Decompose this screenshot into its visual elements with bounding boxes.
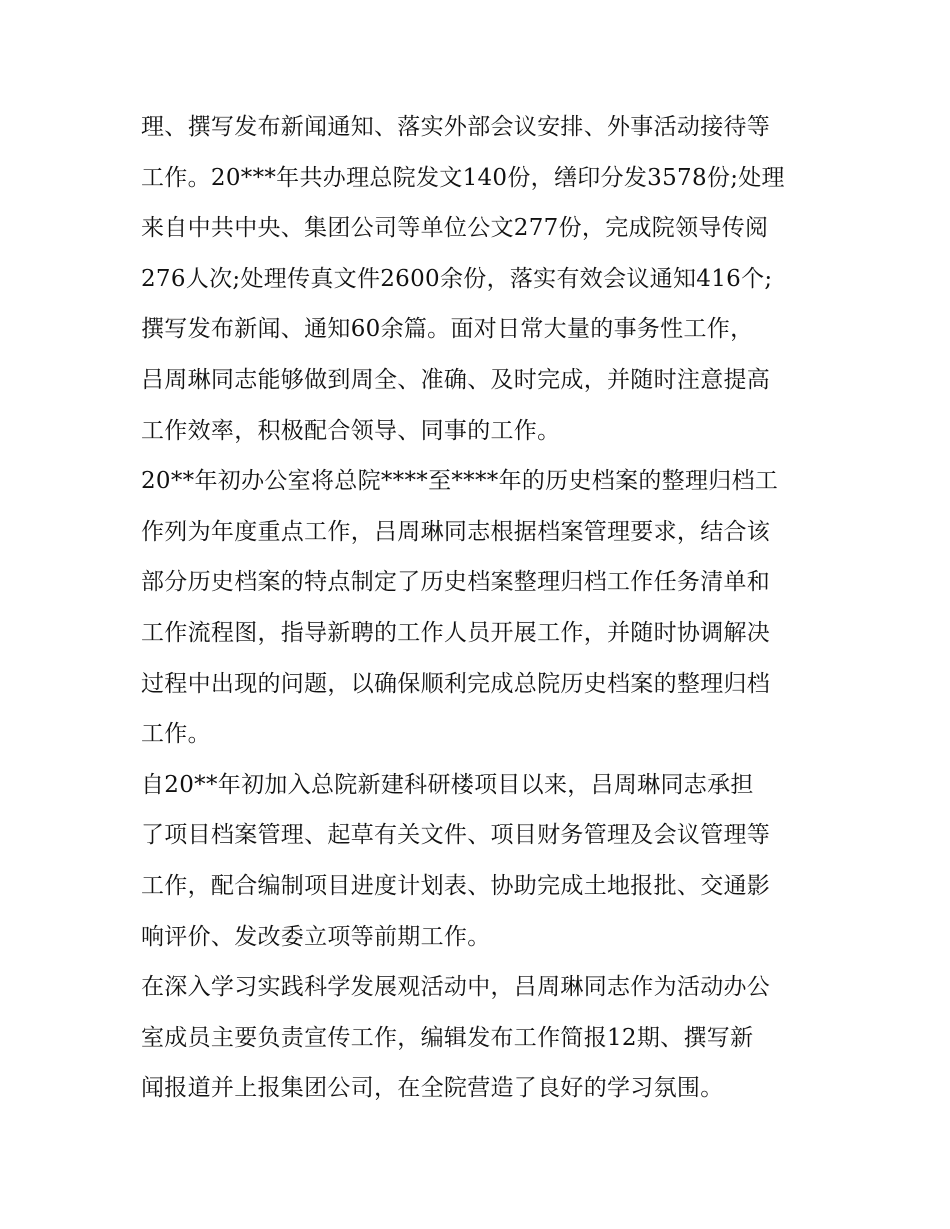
paragraph-study-activity xyxy=(141,962,816,1114)
text-line: 工作。 xyxy=(141,721,211,748)
text-line: 276人次;处理传真文件2600余份，落实有效会议通知416个; xyxy=(141,265,773,292)
text-line: 过程中出现的问题，以确保顺利完成总院历史档案的整理归档 xyxy=(141,670,771,697)
paragraph-archive-work xyxy=(141,456,816,760)
paragraph-office-work xyxy=(141,102,816,456)
text-line: 工作，配合编制项目进度计划表、协助完成土地报批、交通影 xyxy=(141,872,771,899)
text-line: 在深入学习实践科学发展观活动中，吕周琳同志作为活动办公 xyxy=(141,974,771,1001)
paragraph-research-building-project xyxy=(141,760,816,962)
text-line: 来自中共中央、集团公司等单位公文277份，完成院领导传阅 xyxy=(141,215,769,242)
text-line: 自20**年初加入总院新建科研楼项目以来，吕周琳同志承担 xyxy=(141,771,754,798)
text-line: 室成员主要负责宣传工作，编辑发布工作简报12期、撰写新 xyxy=(141,1024,754,1051)
text-line: 吕周琳同志能够做到周全、准确、及时完成，并随时注意提高 xyxy=(141,366,771,393)
text-line: 理、撰写发布新闻通知、落实外部会议安排、外事活动接待等 xyxy=(141,114,771,140)
text-line: 撰写发布新闻、通知60余篇。面对日常大量的事务性工作， xyxy=(141,316,754,343)
text-line: 工作效率，积极配合领导、同事的工作。 xyxy=(141,417,561,444)
text-line: 闻报道并上报集团公司，在全院营造了良好的学习氛围。 xyxy=(141,1075,724,1102)
text-line: 工作流程图，指导新聘的工作人员开展工作，并随时协调解决 xyxy=(141,619,771,646)
text-line: 20**年初办公室将总院****至****年的历史档案的整理归档工 xyxy=(141,468,779,495)
text-line: 作列为年度重点工作，吕周琳同志根据档案管理要求，结合该 xyxy=(141,518,771,545)
text-line: 响评价、发改委立项等前期工作。 xyxy=(141,923,491,950)
document-body xyxy=(141,102,816,1114)
text-line: 部分历史档案的特点制定了历史档案整理归档工作任务清单和 xyxy=(141,569,771,596)
text-line: 了项目档案管理、起草有关文件、项目财务管理及会议管理等 xyxy=(141,822,771,849)
text-line: 工作。20***年共办理总院发文140份，缮印分发3578份;处理 xyxy=(141,164,785,191)
